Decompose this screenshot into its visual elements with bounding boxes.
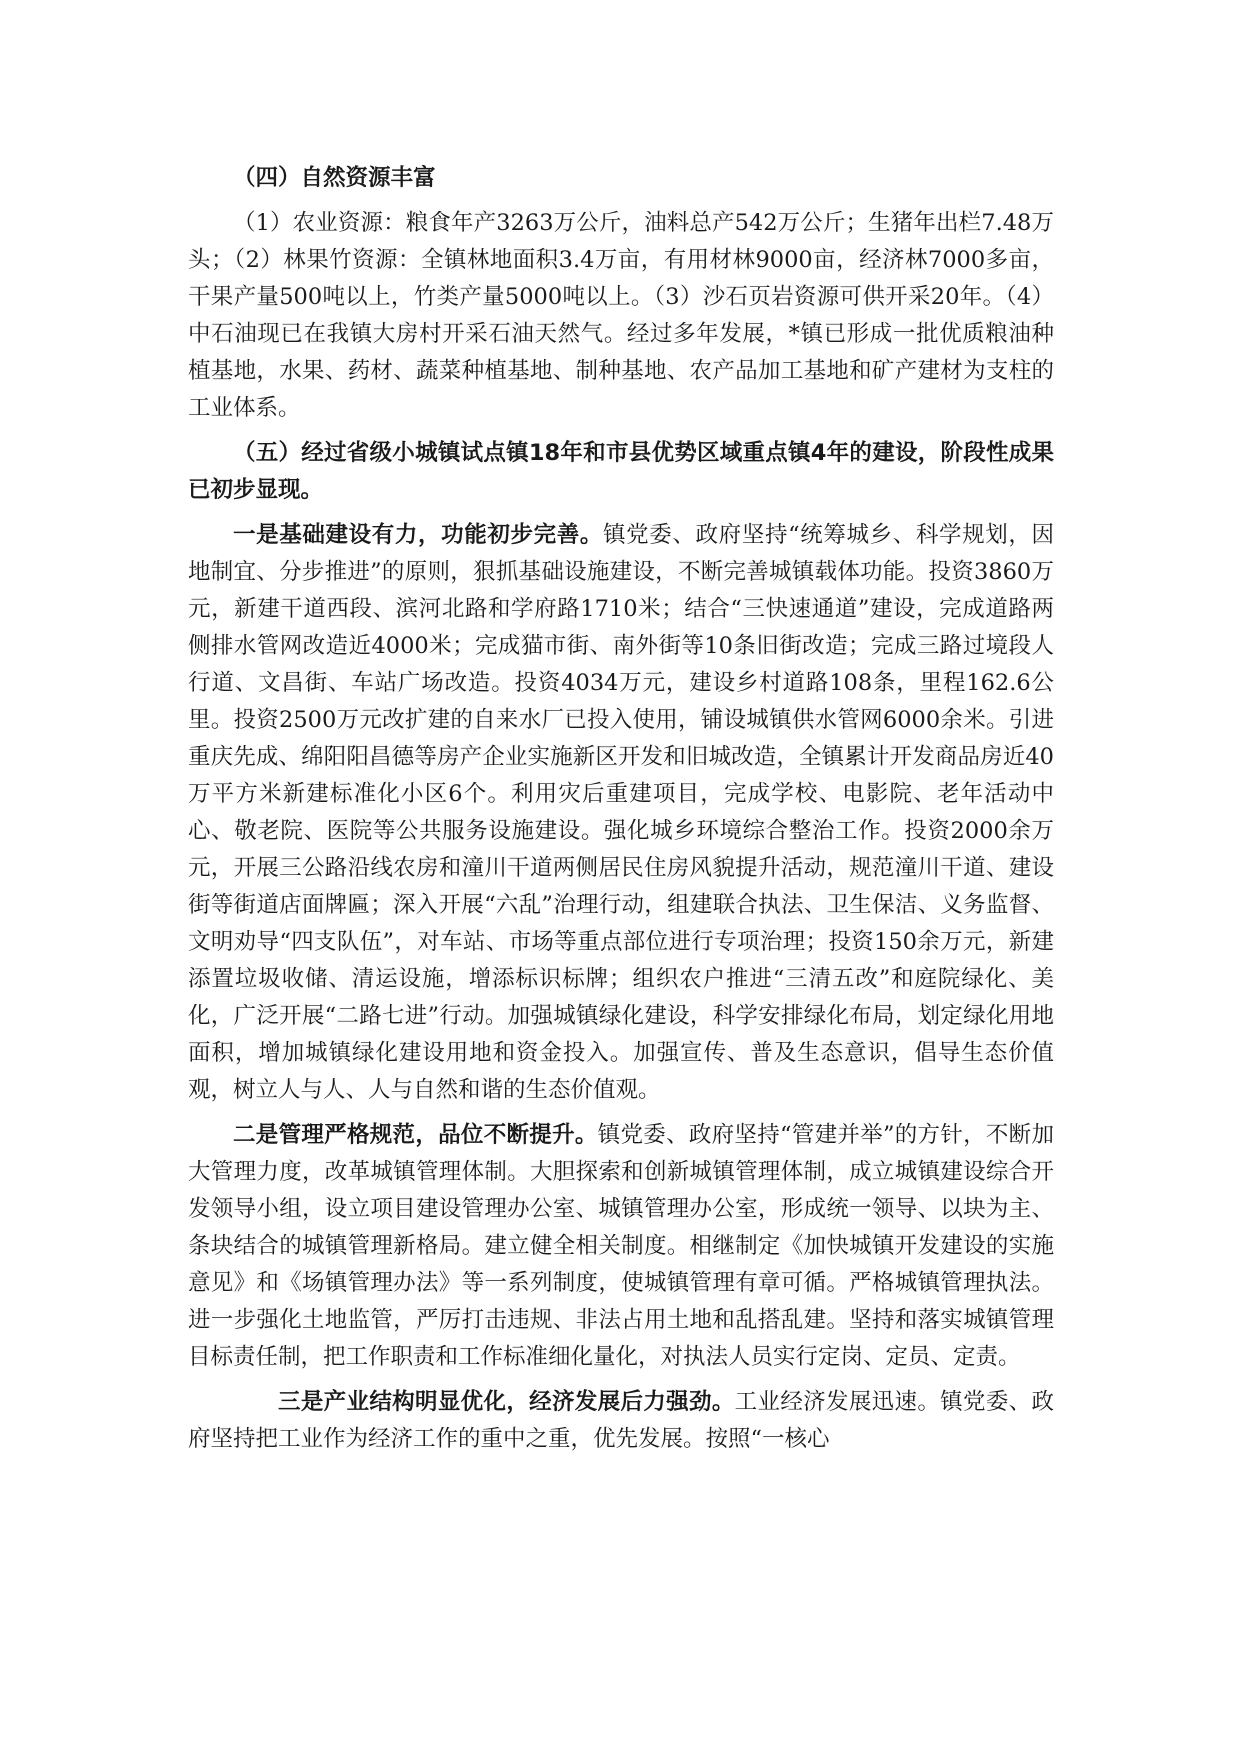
management-body: 镇党委、政府坚持“管建并举”的方针，不断加大管理力度，改革城镇管理体制。大胆探索和创新城镇管理体制，成立城镇建设综合开发领导小组，设立项目建设管理办公室、城镇管理办公室，形成统一领导、以块为主、条块结合的城镇管理新格局。建立健全相关制度。相继制定《加快城镇开发建设的实施意见》和《场镇管理办法》等一系列制度，使城镇管理有章可循。严格城镇管理执法。进一步强化土地监管，严厉打击违规、非法占用土地和乱搭乱建。坚持和落实城镇管理目标责任制，把工作职责和工作标准细化量化，对执法人员实行定岗、定员、定责。 — [188, 1122, 1054, 1370]
industry-lead: 三是产业结构明显优化，经济发展后力强劲。 — [278, 1389, 735, 1415]
management-lead: 二是管理严格规范，品位不断提升。 — [233, 1122, 598, 1148]
industry-body: 工业经济发展迅速。镇党委、政府坚持把工业作为经济工作的重中之重，优先发展。按照“一核心 — [188, 1389, 1054, 1452]
section-heading-5: （五）经过省级小城镇试点镇18年和市县优势区域重点镇4年的建设，阶段性成果已初步显现。 — [188, 440, 1054, 503]
infrastructure-lead: 一是基础建设有力，功能初步完善。 — [233, 522, 604, 548]
infrastructure-paragraph — [188, 517, 1054, 1109]
resources-paragraph: （1）农业资源：粮食年产3263万公斤，油料总产542万公斤；生猪年出栏7.48万头；（2）林果竹资源：全镇林地面积3.4万亩，有用材林9000亩，经济林7000多亩，干果产量500吨以上，竹类产量5000吨以上。（3）沙石页岩资源可供开采20年。（4）中石油现已在我镇大房村开采石油天然气。经过多年发展，*镇已形成一批优质粮油种植基地，水果、药材、蔬菜种植基地、制种基地、农产品加工基地和矿产建材为支柱的工业体系。 — [188, 210, 1054, 421]
infrastructure-body: 镇党委、政府坚持“统筹城乡、科学规划，因地制宜、分步推进”的原则，狠抓基础设施建设，不断完善城镇载体功能。投资3860万元，新建干道西段、滨河北路和学府路1710米；结合“三快速通道”建设，完成道路两侧排水管网改造近4000米；完成猫市街、南外街等10条旧街改造；完成三路过境段人行道、文昌街、车站广场改造。投资4034万元，建设乡村道路108条，里程162.6公里。投资2500万元改扩建的自来水厂已投入使用，铺设城镇供水管网6000余米。引进重庆先成、绵阳阳昌德等房产企业实施新区开发和旧城改造，全镇累计开发商品房近40万平方米新建标准化小区6个。利用灾后重建项目，完成学校、电影院、老年活动中心、敬老院、医院等公共服务设施建设。强化城乡环境综合整治工作。投资2000余万元，开展三公路沿线农房和潼川干道两侧居民住房风貌提升活动，规范潼川干道、建设街等街道店面牌匾；深入开展“六乱”治理行动，组建联合执法、卫生保洁、义务监督、文明劝导“四支队伍”，对车站、市场等重点部位进行专项治理；投资150余万元，新建添置垃圾收储、清运设施，增添标识标牌；组织农户推进“三清五改”和庭院绿化、美化，广泛开展“二路七进”行动。加强城镇绿化建设，科学安排绿化布局，划定绿化用地面积，增加城镇绿化建设用地和资金投入。加强宣传、普及生态意识，倡导生态价值观，树立人与人、人与自然和谐的生态价值观。 — [188, 522, 1054, 1103]
section-heading-4: （四）自然资源丰富 — [233, 165, 436, 191]
industry-paragraph — [188, 1384, 1054, 1458]
management-paragraph — [188, 1117, 1054, 1376]
document-page — [188, 160, 1054, 1466]
